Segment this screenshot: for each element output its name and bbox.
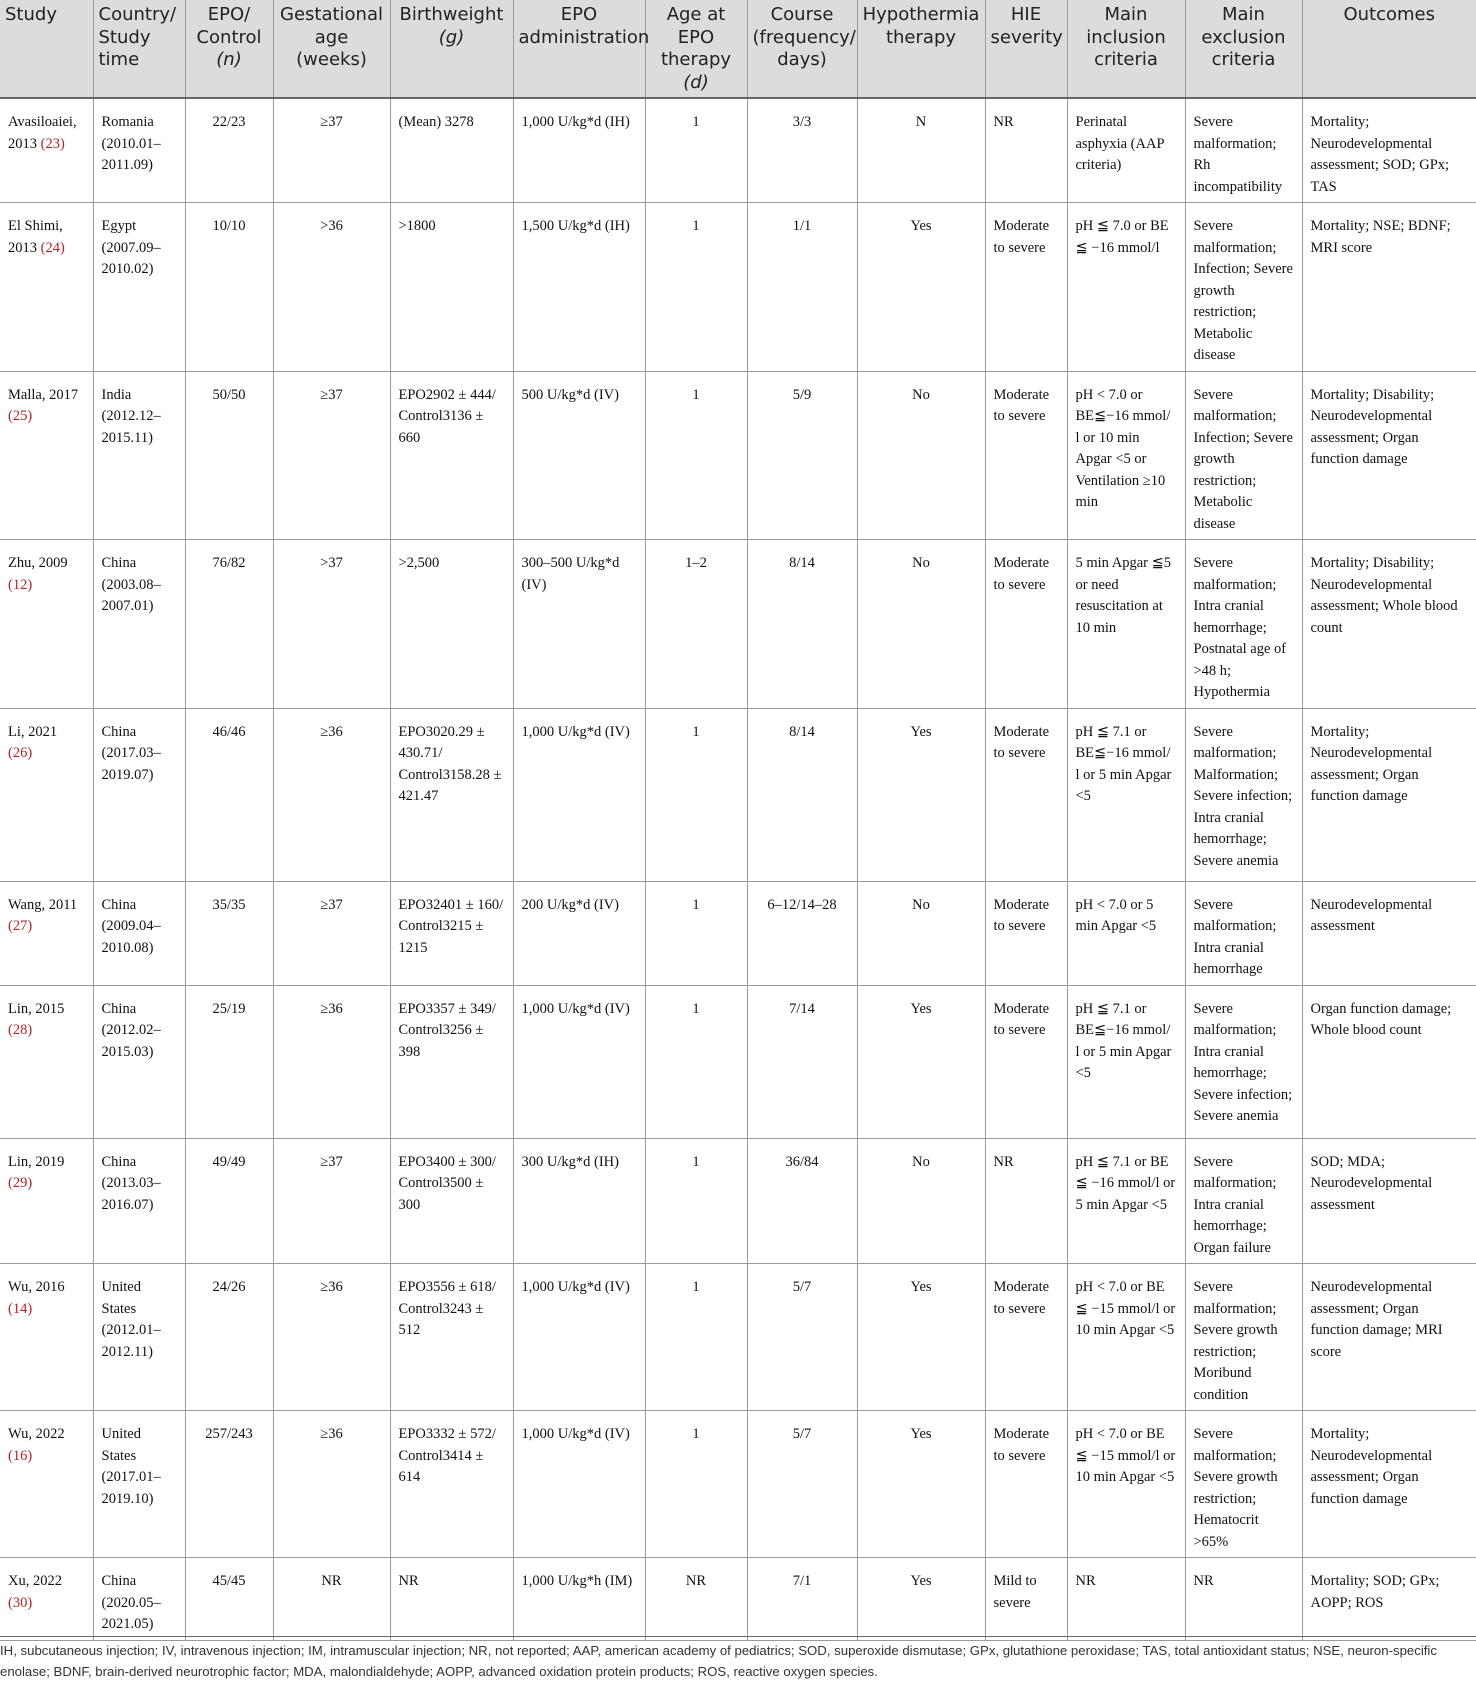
cell-hie: Moderate to severe: [985, 540, 1067, 709]
study-name: Xu, 2022: [8, 1573, 62, 1589]
cell-age: 1: [645, 98, 747, 203]
cell-outcomes: Neurodevelopmental assessment: [1302, 881, 1476, 985]
cell-course: 7/1: [747, 1558, 857, 1641]
reference-link[interactable]: (23): [40, 135, 65, 152]
column-header-hie: [985, 0, 1067, 98]
table-row: [0, 881, 1476, 985]
cell-outcomes: Mortality; SOD; GPx; AOPP; ROS: [1302, 1558, 1476, 1641]
column-header-country: [93, 0, 185, 98]
cell-excl: Severe malformation; Rh incompatibility: [1185, 98, 1302, 203]
cell-incl: 5 min Apgar ≦5 or need resuscitation at 10 min: [1067, 540, 1185, 709]
reference-link[interactable]: (26): [8, 745, 33, 761]
table-row: [0, 708, 1476, 881]
cell-course: 8/14: [747, 540, 857, 709]
cell-hypo: Yes: [857, 1411, 985, 1558]
column-header-label: Hypothermia therapy: [862, 4, 980, 48]
column-header-unit: (g): [438, 26, 465, 48]
column-header-study: [0, 0, 93, 98]
cell-hie: Moderate to severe: [985, 203, 1067, 372]
cell-incl: pH < 7.0 or BE ≦ −15 mmol/l or 10 min Apgar <5: [1067, 1411, 1185, 1558]
cell-admin: 300–500 U/kg*d (IV): [513, 540, 645, 709]
column-header-label: HIE severity: [990, 4, 1063, 48]
cell-admin: 300 U/kg*d (IH): [513, 1138, 645, 1264]
cell-incl: NR: [1067, 1558, 1185, 1641]
table-row: [0, 98, 1476, 203]
cell-hie: Moderate to severe: [985, 371, 1067, 540]
cell-n: 46/46: [185, 708, 273, 881]
column-header-n: [185, 0, 273, 98]
study-name: Wu, 2022: [8, 1426, 65, 1442]
cell-n: 24/26: [185, 1264, 273, 1411]
cell-study: [0, 1138, 93, 1264]
reference-link[interactable]: (16): [8, 1447, 33, 1464]
study-name: Lin, 2019: [8, 1153, 65, 1170]
cell-ga: ≥37: [273, 371, 390, 540]
cell-country: China (2013.03–2016.07): [93, 1138, 185, 1264]
reference-link[interactable]: (24): [40, 239, 65, 256]
cell-course: 7/14: [747, 985, 857, 1138]
cell-course: 8/14: [747, 708, 857, 881]
column-header-unit: (n): [216, 49, 242, 70]
cell-ga: NR: [273, 1558, 390, 1641]
cell-course: 5/7: [747, 1264, 857, 1411]
cell-excl: Severe malformation; Severe growth restriction; Moribund condition: [1185, 1264, 1302, 1411]
cell-course: 5/9: [747, 371, 857, 540]
table-row: [0, 1558, 1476, 1641]
column-header-label: Outcomes: [1343, 4, 1436, 25]
cell-bw: EPO2902 ± 444/ Control3136 ± 660: [390, 371, 513, 540]
cell-ga: ≥36: [273, 1411, 390, 1558]
cell-admin: 1,000 U/kg*d (IV): [513, 985, 645, 1138]
cell-bw: EPO3357 ± 349/ Control3256 ± 398: [390, 985, 513, 1138]
column-header-admin: [513, 0, 650, 98]
column-header-label: Main inclusion criteria: [1086, 4, 1166, 70]
reference-link[interactable]: (30): [8, 1594, 33, 1611]
cell-ga: ≥37: [273, 1138, 390, 1264]
cell-excl: Severe malformation; Malformation; Severe infection; Intra cranial hemorrhage; Severe anemia: [1185, 708, 1302, 881]
study-name: Avasiloaiei, 2013: [8, 114, 77, 152]
cell-hie: NR: [985, 98, 1067, 203]
column-header-outcomes: [1302, 0, 1476, 98]
column-header-label: EPO/ Control: [196, 4, 262, 48]
cell-age: 1: [645, 1264, 747, 1411]
table-header-row: [0, 0, 1476, 98]
cell-excl: Severe malformation; Intra cranial hemorrhage: [1185, 881, 1302, 985]
study-name: Zhu, 2009: [8, 555, 68, 571]
cell-admin: 1,000 U/kg*d (IV): [513, 1264, 645, 1411]
cell-age: 1: [645, 371, 747, 540]
cell-hypo: N: [857, 98, 985, 203]
cell-bw: EPO3400 ± 300/ Control3500 ± 300: [390, 1138, 513, 1264]
study-name: Lin, 2015: [8, 1000, 65, 1017]
cell-course: 6–12/14–28: [747, 881, 857, 985]
cell-incl: Perinatal asphyxia (AAP criteria): [1067, 98, 1185, 203]
cell-hypo: Yes: [857, 1264, 985, 1411]
cell-n: 10/10: [185, 203, 273, 372]
cell-country: China (2009.04–2010.08): [93, 881, 185, 985]
cell-n: 25/19: [185, 985, 273, 1138]
cell-ga: ≥36: [273, 985, 390, 1138]
cell-course: 5/7: [747, 1411, 857, 1558]
cell-age: 1: [645, 1411, 747, 1558]
cell-hypo: No: [857, 881, 985, 985]
column-header-unit: (d): [683, 71, 709, 93]
column-header-excl: [1185, 0, 1302, 98]
cell-bw: EPO3332 ± 572/ Control3414 ± 614: [390, 1411, 513, 1558]
cell-admin: 1,000 U/kg*d (IH): [513, 98, 645, 203]
cell-ga: ≥37: [273, 98, 390, 203]
cell-hie: NR: [985, 1138, 1067, 1264]
cell-age: 1: [645, 881, 747, 985]
cell-hypo: Yes: [857, 708, 985, 881]
cell-admin: 200 U/kg*d (IV): [513, 881, 645, 985]
cell-country: China (2020.05–2021.05): [93, 1558, 185, 1641]
cell-admin: 1,000 U/kg*h (IM): [513, 1558, 645, 1641]
cell-ga: ≥37: [273, 881, 390, 985]
cell-hypo: No: [857, 1138, 985, 1264]
column-header-label: Gestational age (weeks): [280, 4, 383, 70]
cell-bw: EPO3020.29 ± 430.71/ Control3158.28 ± 421.47: [390, 708, 513, 881]
column-header-hypo: [857, 0, 985, 98]
cell-study: [0, 1558, 93, 1641]
reference-link[interactable]: (12): [8, 576, 33, 593]
column-header-course: [747, 0, 857, 98]
cell-country: China (2003.08–2007.01): [93, 540, 185, 709]
cell-course: 3/3: [747, 98, 857, 203]
cell-country: Romania (2010.01–2011.09): [93, 98, 185, 203]
table-row: [0, 203, 1476, 372]
cell-ga: >36: [273, 203, 390, 372]
cell-study: [0, 371, 93, 540]
cell-hie: Moderate to severe: [985, 1264, 1067, 1411]
cell-age: 1: [645, 203, 747, 372]
column-header-ga: [273, 0, 390, 98]
reference-link[interactable]: (29): [8, 1175, 33, 1191]
cell-excl: Severe malformation; Infection; Severe growth restriction; Metabolic disease: [1185, 371, 1302, 540]
table-footnote: IH, subcutaneous injection; IV, intravenous injection; IM, intramuscular injection; NR, not reported; AAP, american academy of pediatrics; SOD, superoxide dismutase; GPx, glutathione peroxidase; TAS, total antioxidant status; NSE, neuron-specific enolase; BDNF, brain-derived neurotrophic factor; MDA, malondialdehyde; AOPP, advanced oxidation protein products; ROS, reactive oxygen species.: [0, 1636, 1476, 1682]
study-name: Wang, 2011: [8, 896, 78, 913]
study-name: El Shimi, 2013: [8, 218, 63, 256]
cell-excl: Severe malformation; Severe growth restriction; Hematocrit >65%: [1185, 1411, 1302, 1558]
cell-admin: 1,500 U/kg*d (IH): [513, 203, 645, 372]
cell-incl: pH < 7.0 or 5 min Apgar <5: [1067, 881, 1185, 985]
column-header-label: EPO administration: [518, 4, 650, 48]
cell-incl: pH ≦ 7.1 or BE ≦ −16 mmol/l or 5 min Apgar <5: [1067, 1138, 1185, 1264]
cell-outcomes: Mortality; NSE; BDNF; MRI score: [1302, 203, 1476, 372]
cell-outcomes: Mortality; Neurodevelopmental assessment; Organ function damage: [1302, 1411, 1476, 1558]
cell-ga: ≥36: [273, 708, 390, 881]
cell-study: [0, 708, 93, 881]
column-header-label: Course (frequency/ days): [752, 4, 856, 70]
column-header-bw: [390, 0, 513, 98]
cell-ga: >37: [273, 540, 390, 709]
column-header-label: Age at EPO therapy: [660, 4, 732, 70]
cell-ga: ≥36: [273, 1264, 390, 1411]
cell-country: China (2017.03–2019.07): [93, 708, 185, 881]
cell-outcomes: Neurodevelopmental assessment; Organ function damage; MRI score: [1302, 1264, 1476, 1411]
cell-course: 1/1: [747, 203, 857, 372]
study-name: Li, 2021: [8, 723, 58, 740]
cell-bw: >2,500: [390, 540, 513, 709]
study-name: Wu, 2016: [8, 1279, 65, 1295]
cell-incl: pH ≦ 7.1 or BE≦−16 mmol/ l or 5 min Apgar <5: [1067, 708, 1185, 881]
cell-excl: NR: [1185, 1558, 1302, 1641]
cell-study: [0, 1411, 93, 1558]
cell-study: [0, 881, 93, 985]
cell-age: 1: [645, 985, 747, 1138]
cell-course: 36/84: [747, 1138, 857, 1264]
table-row: [0, 371, 1476, 540]
cell-bw: EPO32401 ± 160/ Control3215 ± 1215: [390, 881, 513, 985]
cell-study: [0, 98, 93, 203]
cell-n: 49/49: [185, 1138, 273, 1264]
study-name: Malla, 2017: [8, 386, 79, 403]
cell-hypo: Yes: [857, 203, 985, 372]
cell-hypo: No: [857, 540, 985, 709]
reference-link[interactable]: (28): [8, 1022, 33, 1038]
cell-study: [0, 1264, 93, 1411]
cell-admin: 1,000 U/kg*d (IV): [513, 1411, 645, 1558]
cell-hypo: Yes: [857, 985, 985, 1138]
cell-study: [0, 540, 93, 709]
cell-hie: Moderate to severe: [985, 1411, 1067, 1558]
cell-excl: Severe malformation; Intra cranial hemorrhage; Severe infection; Severe anemia: [1185, 985, 1302, 1138]
table-row: [0, 540, 1476, 709]
cell-excl: Severe malformation; Intra cranial hemorrhage; Postnatal age of >48 h; Hypothermia: [1185, 540, 1302, 709]
cell-hie: Moderate to severe: [985, 708, 1067, 881]
cell-hie: Moderate to severe: [985, 985, 1067, 1138]
cell-n: 45/45: [185, 1558, 273, 1641]
cell-n: 257/243: [185, 1411, 273, 1558]
cell-outcomes: SOD; MDA; Neurodevelopmental assessment: [1302, 1138, 1476, 1264]
cell-country: United States (2017.01–2019.10): [93, 1411, 185, 1558]
cell-admin: 500 U/kg*d (IV): [513, 371, 645, 540]
cell-age: NR: [645, 1558, 747, 1641]
cell-bw: >1800: [390, 203, 513, 372]
table-row: [0, 985, 1476, 1138]
column-header-label: Study: [5, 4, 57, 25]
cell-age: 1–2: [645, 540, 747, 709]
cell-admin: 1,000 U/kg*d (IV): [513, 708, 645, 881]
cell-hypo: No: [857, 371, 985, 540]
cell-country: India (2012.12–2015.11): [93, 371, 185, 540]
column-header-age: [645, 0, 747, 98]
reference-link[interactable]: (27): [8, 918, 33, 934]
cell-hie: Mild to severe: [985, 1558, 1067, 1641]
cell-country: United States (2012.01–2012.11): [93, 1264, 185, 1411]
column-header-label: Country/ Study time: [98, 4, 177, 70]
reference-link[interactable]: (14): [8, 1300, 33, 1317]
cell-outcomes: Mortality; Neurodevelopmental assessment; Organ function damage: [1302, 708, 1476, 881]
cell-outcomes: Mortality; Neurodevelopmental assessment; SOD; GPx; TAS: [1302, 98, 1476, 203]
column-header-label: Birthweight: [399, 4, 504, 25]
cell-age: 1: [645, 708, 747, 881]
table-row: [0, 1138, 1476, 1264]
cell-n: 22/23: [185, 98, 273, 203]
cell-n: 76/82: [185, 540, 273, 709]
cell-bw: (Mean) 3278: [390, 98, 513, 203]
cell-incl: pH ≦ 7.0 or BE ≦ −16 mmol/l: [1067, 203, 1185, 372]
reference-link[interactable]: (25): [8, 408, 33, 424]
cell-outcomes: Mortality; Disability; Neurodevelopmental assessment; Organ function damage: [1302, 371, 1476, 540]
cell-country: China (2012.02–2015.03): [93, 985, 185, 1138]
cell-excl: Severe malformation; Intra cranial hemorrhage; Organ failure: [1185, 1138, 1302, 1264]
table-body: [0, 98, 1476, 1640]
cell-outcomes: Mortality; Disability; Neurodevelopmental assessment; Whole blood count: [1302, 540, 1476, 709]
cell-incl: pH ≦ 7.1 or BE≦−16 mmol/ l or 5 min Apgar <5: [1067, 985, 1185, 1138]
cell-study: [0, 203, 93, 372]
cell-n: 35/35: [185, 881, 273, 985]
cell-hypo: Yes: [857, 1558, 985, 1641]
cell-incl: pH < 7.0 or BE≦−16 mmol/ l or 10 min Apgar <5 or Ventilation ≥10 min: [1067, 371, 1185, 540]
column-header-incl: [1067, 0, 1185, 98]
cell-bw: EPO3556 ± 618/ Control3243 ± 512: [390, 1264, 513, 1411]
cell-study: [0, 985, 93, 1138]
cell-hie: Moderate to severe: [985, 881, 1067, 985]
table-row: [0, 1411, 1476, 1558]
cell-outcomes: Organ function damage; Whole blood count: [1302, 985, 1476, 1138]
table-row: [0, 1264, 1476, 1411]
cell-n: 50/50: [185, 371, 273, 540]
cell-country: Egypt (2007.09–2010.02): [93, 203, 185, 372]
cell-incl: pH < 7.0 or BE ≦ −15 mmol/l or 10 min Apgar <5: [1067, 1264, 1185, 1411]
cell-excl: Severe malformation; Infection; Severe growth restriction; Metabolic disease: [1185, 203, 1302, 372]
column-header-label: Main exclusion criteria: [1201, 4, 1286, 70]
cell-age: 1: [645, 1138, 747, 1264]
cell-bw: NR: [390, 1558, 513, 1641]
